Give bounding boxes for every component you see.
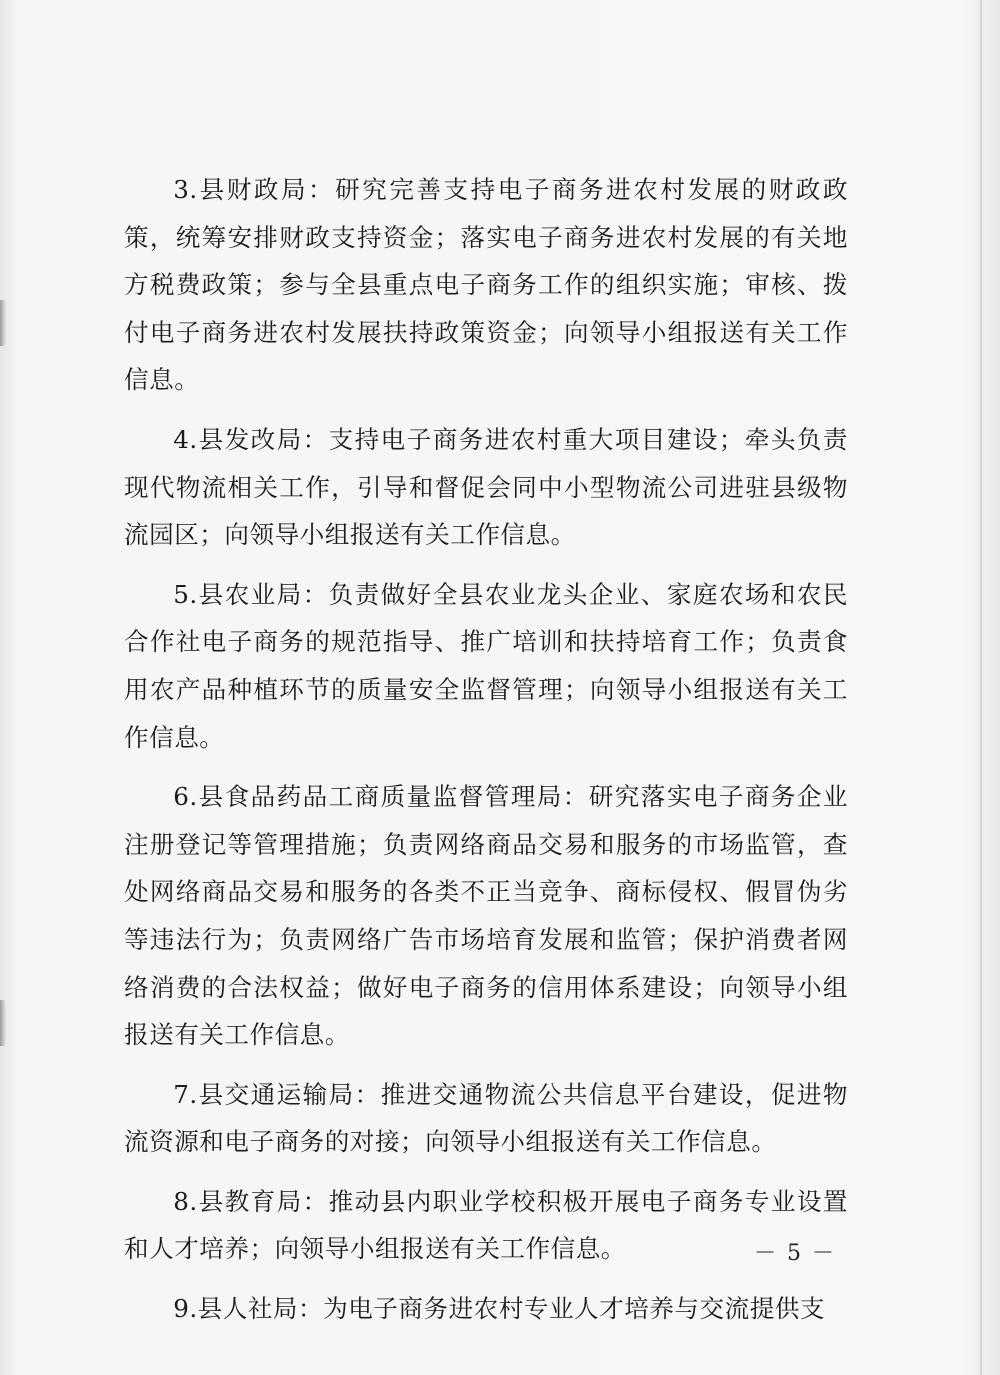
paragraph-development-reform-bureau: 4.县发改局：支持电子商务进农村重大项目建设；牵头负责现代物流相关工作，引导和督促会同中小型物流公司进驻县级物流园区；向领导小组报送有关工作信息。 — [124, 424, 848, 550]
scan-edge-mark — [0, 300, 6, 346]
paragraph-education-bureau: 8.县教育局：推动县内职业学校积极开展电子商务专业设置和人才培养；向领导小组报送有关工作信息。 — [124, 1186, 848, 1264]
paragraph-finance-bureau: 3.县财政局：研究完善支持电子商务进农村发展的财政政策，统筹安排财政支持资金；落实电子商务进农村发展的有关地方税费政策；参与全县重点电子商务工作的组织实施；审核、拨付电子商务进农村发展扶持政策资金；向领导小组报送有关工作信息。 — [124, 175, 848, 395]
document-body — [124, 166, 848, 1345]
page-number: － 5 － — [754, 1241, 836, 1266]
paragraph-agriculture-bureau: 5.县农业局：负责做好全县农业龙头企业、家庭农场和农民合作社电子商务的规范指导、推广培训和扶持培育工作；负责食用农产品种植环节的质量安全监督管理；向领导小组报送有关工作信息。 — [124, 579, 848, 752]
scan-right-edge — [980, 0, 982, 1375]
scan-edge-mark — [0, 1000, 6, 1046]
paragraph-transport-bureau: 7.县交通运输局：推进交通物流公共信息平台建设，促进物流资源和电子商务的对接；向领导小组报送有关工作信息。 — [124, 1079, 848, 1157]
paragraph-market-supervision-bureau: 6.县食品药品工商质量监督管理局：研究落实电子商务企业注册登记等管理措施；负责网络商品交易和服务的市场监管，查处网络商品交易和服务的各类不正当竞争、商标侵权、假冒伪劣等违法行为；负责网络广告市场培育发展和监管；保护消费者网络消费的合法权益；做好电子商务的信用体系建设；向领导小组报送有关工作信息。 — [124, 782, 848, 1050]
paragraph-human-resources-bureau: 9.县人社局：为电子商务进农村专业人才培养与交流提供支 — [173, 1294, 825, 1324]
